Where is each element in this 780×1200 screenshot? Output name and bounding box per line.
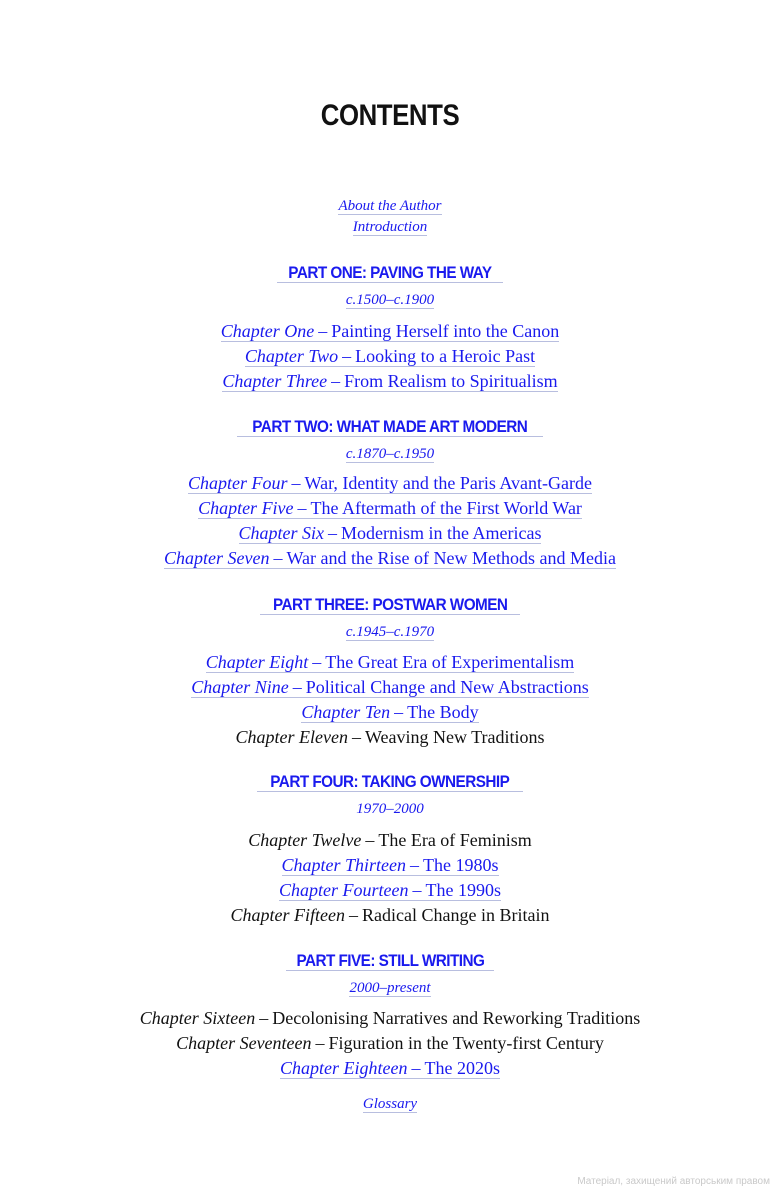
chapter-five-link[interactable] (198, 498, 582, 519)
chapter-entry (0, 702, 780, 723)
chapter-entry (0, 855, 780, 876)
part-heading (0, 951, 780, 971)
chapter-entry (0, 371, 780, 392)
chapter-title: The Great Era of Experimentalism (325, 652, 575, 672)
chapter-entry-eleven (0, 727, 780, 748)
part-five-dates-link[interactable]: 2000–present (349, 980, 431, 996)
chapter-number: Chapter Eighteen (280, 1058, 408, 1078)
chapter-entry-twelve (0, 830, 780, 851)
toc-entry-glossary (0, 1096, 780, 1113)
dash: – (349, 905, 359, 925)
part-one-title: PART ONE: PAVING THE WAY (288, 263, 492, 282)
part-two-dates-link[interactable]: c.1870–c.1950 (345, 446, 435, 462)
chapter-seven-link[interactable] (164, 548, 616, 569)
chapter-number: Chapter Six (238, 523, 325, 543)
chapter-number: Chapter Seventeen (176, 1033, 312, 1053)
chapter-title: The 1980s (423, 855, 499, 875)
chapter-title: War, Identity and the Paris Avant-Garde (304, 473, 592, 493)
chapter-title: War and the Rise of New Methods and Media (286, 548, 616, 568)
dash: – (273, 548, 283, 568)
copyright-watermark: Матеріал, захищений авторським правом (577, 1176, 770, 1187)
chapter-entry (0, 346, 780, 367)
chapter-number: Chapter Four (188, 473, 288, 493)
part-two-title: PART TWO: WHAT MADE ART MODERN (252, 417, 528, 436)
chapter-number: Chapter Eleven (235, 727, 348, 747)
chapter-title: The Body (407, 702, 479, 722)
chapter-ten-link[interactable] (301, 702, 478, 723)
chapter-title: The 1990s (425, 880, 501, 900)
part-four-title: PART FOUR: TAKING OWNERSHIP (270, 772, 510, 791)
chapter-eighteen-link[interactable] (280, 1058, 500, 1079)
chapter-entry (0, 880, 780, 901)
chapter-entry (0, 321, 780, 342)
dash: – (394, 702, 404, 722)
dash: – (328, 523, 338, 543)
chapter-title: From Realism to Spiritualism (344, 371, 558, 391)
chapter-fourteen-link[interactable] (279, 880, 501, 901)
part-three-dates-link[interactable]: c.1945–c.1970 (345, 624, 435, 640)
chapter-entry-fifteen (0, 905, 780, 926)
chapter-entry (0, 498, 780, 519)
chapter-title: The 2020s (424, 1058, 500, 1078)
dash: – (365, 830, 375, 850)
chapter-title: The Era of Feminism (378, 830, 532, 850)
dash: – (315, 1033, 325, 1053)
dash: – (291, 473, 301, 493)
part-five-title: PART FIVE: STILL WRITING (296, 951, 484, 970)
chapter-number: Chapter Nine (191, 677, 289, 697)
part-dates (0, 624, 780, 641)
chapter-two-link[interactable] (245, 346, 535, 367)
chapter-title: Modernism in the Americas (341, 523, 542, 543)
chapter-number: Chapter Fifteen (230, 905, 346, 925)
part-heading (0, 263, 780, 283)
chapter-number: Chapter Thirteen (281, 855, 406, 875)
chapter-six-link[interactable] (239, 523, 542, 544)
about-author-link[interactable]: About the Author (338, 198, 442, 214)
chapter-number: Chapter Seven (164, 548, 270, 568)
chapter-three-link[interactable] (222, 371, 557, 392)
dash: – (411, 1058, 421, 1078)
part-heading (0, 595, 780, 615)
chapter-title: Radical Change in Britain (362, 905, 550, 925)
chapter-thirteen-link[interactable] (282, 855, 499, 876)
glossary-link[interactable]: Glossary (362, 1096, 418, 1112)
chapter-title: Figuration in the Twenty-first Century (328, 1033, 604, 1053)
part-one-dates-link[interactable]: c.1500–c.1900 (345, 292, 435, 308)
chapter-title: Looking to a Heroic Past (355, 346, 536, 366)
part-one-link[interactable] (277, 263, 503, 283)
part-heading (0, 772, 780, 792)
chapter-title: Political Change and New Abstractions (305, 677, 589, 697)
chapter-entry (0, 652, 780, 673)
chapter-entry-sixteen (0, 1008, 780, 1029)
part-dates: 1970–2000 (356, 801, 424, 817)
page-title: CONTENTS (320, 99, 460, 132)
dash: – (342, 346, 352, 366)
chapter-number: Chapter Eight (205, 652, 309, 672)
part-dates (0, 292, 780, 309)
chapter-title: Weaving New Traditions (364, 727, 545, 747)
chapter-entry (0, 1058, 780, 1079)
chapter-title: Decolonising Narratives and Reworking Traditions (272, 1008, 641, 1028)
chapter-number: Chapter Five (198, 498, 294, 518)
chapter-entry (0, 677, 780, 698)
chapter-four-link[interactable] (188, 473, 592, 494)
chapter-one-link[interactable] (221, 321, 559, 342)
introduction-link[interactable]: Introduction (352, 219, 428, 235)
toc-entry-intro (0, 219, 780, 236)
dash: – (351, 727, 361, 747)
chapter-title: Painting Herself into the Canon (331, 321, 560, 341)
chapter-entry (0, 523, 780, 544)
part-heading (0, 417, 780, 437)
dash: – (412, 880, 422, 900)
chapter-entry-seventeen (0, 1033, 780, 1054)
chapter-entry (0, 548, 780, 569)
dash: – (331, 371, 341, 391)
chapter-entry (0, 473, 780, 494)
chapter-number: Chapter Ten (301, 702, 391, 722)
chapter-number: Chapter Three (222, 371, 328, 391)
dash: – (318, 321, 328, 341)
part-four-link[interactable] (257, 772, 523, 792)
toc-entry-about (0, 198, 780, 215)
chapter-number: Chapter One (220, 321, 315, 341)
chapter-nine-link[interactable] (191, 677, 588, 698)
chapter-eight-link[interactable] (206, 652, 574, 673)
part-three-link[interactable] (260, 595, 520, 615)
dash: – (292, 677, 302, 697)
chapter-number: Chapter Two (244, 346, 339, 366)
part-five-link[interactable] (286, 951, 495, 971)
dash: – (410, 855, 419, 875)
chapter-number: Chapter Fourteen (279, 880, 409, 900)
chapter-number: Chapter Sixteen (139, 1008, 256, 1028)
part-two-link[interactable] (237, 417, 543, 437)
dash: – (297, 498, 307, 518)
part-dates (0, 980, 780, 997)
part-dates (0, 446, 780, 463)
chapter-number: Chapter Twelve (248, 830, 362, 850)
dash: – (312, 652, 322, 672)
chapter-title: The Aftermath of the First World War (310, 498, 582, 518)
part-three-title: PART THREE: POSTWAR WOMEN (272, 595, 508, 614)
dash: – (259, 1008, 269, 1028)
